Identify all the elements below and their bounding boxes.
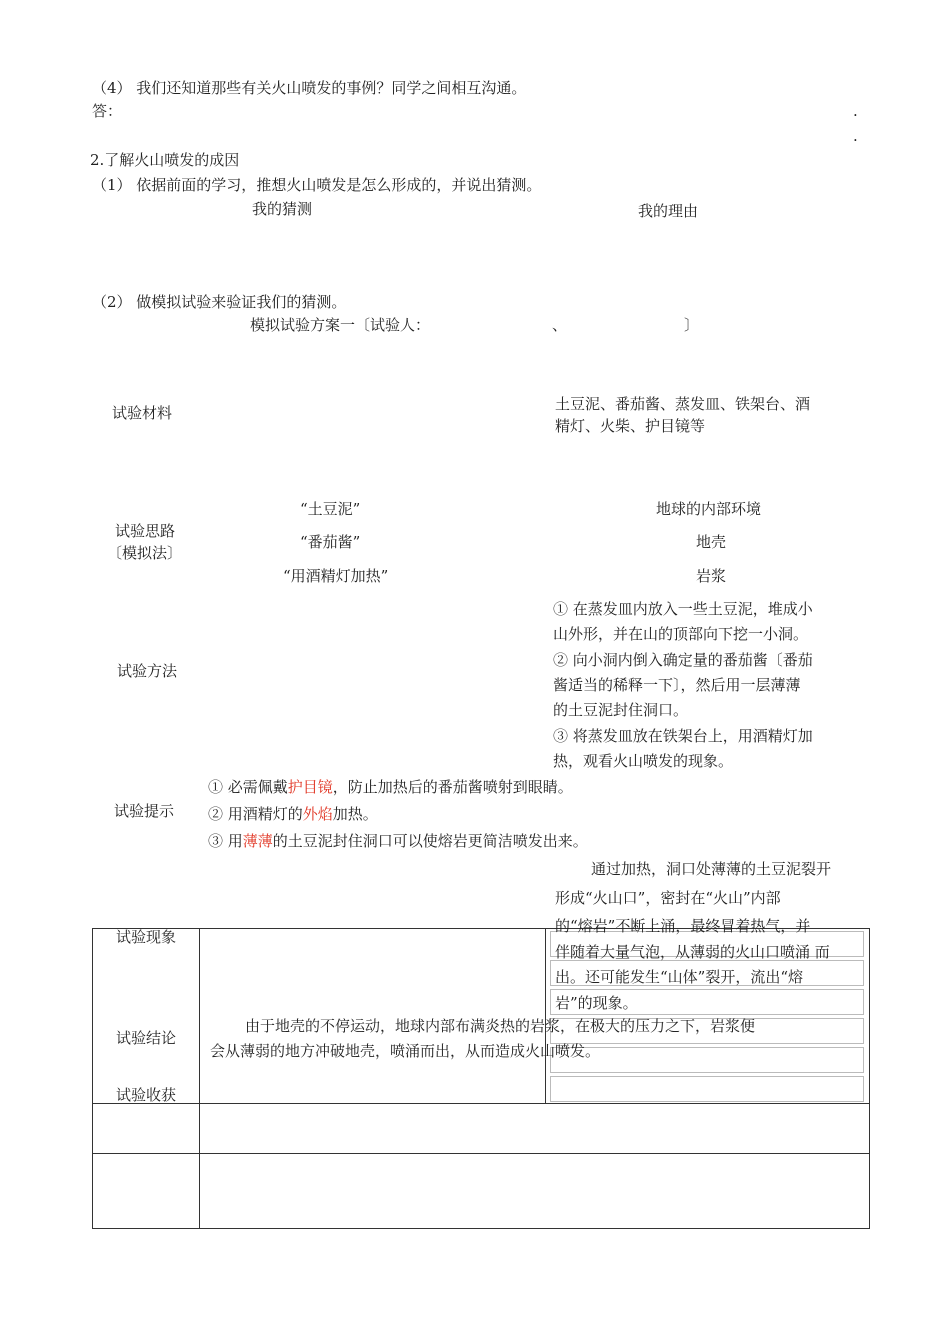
separator: 、: [552, 316, 568, 334]
method-line: 热，观看火山喷发的现象。: [553, 752, 734, 770]
tip-item: [208, 804, 378, 824]
method-line: ③ 将蒸发皿放在铁架台上，用酒精灯加: [553, 727, 813, 745]
phenomenon-line: 岩”的现象。: [555, 994, 638, 1012]
question-2: （2） 做模拟试验来验证我们的猜测。: [92, 293, 347, 311]
phenomenon-label: 试验现象: [116, 928, 177, 946]
tips-label: 试验提示: [114, 802, 175, 820]
table-border: [92, 928, 93, 1229]
tip-text: ，防止加热后的番茄酱喷射到眼睛。: [332, 778, 573, 796]
method-label: 试验方法: [117, 662, 178, 680]
answer-box[interactable]: [550, 1076, 864, 1102]
reason-label: 我的理由: [638, 202, 699, 220]
phenomenon-line: 伴随着大量气泡，从薄弱的火山口喷涌 而: [555, 943, 830, 961]
dot: .: [853, 102, 858, 120]
tip-text: 加热。: [332, 805, 378, 823]
method-line: 山外形，并在山的顶部向下挖一小洞。: [553, 625, 809, 643]
bracket: 〕: [684, 316, 700, 334]
tip-text: ① 必需佩戴: [208, 778, 288, 796]
tip-highlight: 外焰: [302, 805, 333, 823]
tip-highlight: 薄薄: [242, 832, 273, 850]
harvest-label: 试验收获: [116, 1086, 177, 1104]
method-line: 酱适当的稀释一下〕，然后用一层薄薄: [553, 676, 801, 694]
tip-item: [208, 777, 573, 797]
table-border: [92, 1103, 870, 1104]
guess-label: 我的猜测: [252, 200, 313, 218]
question-4: （4） 我们还知道那些有关火山喷发的事例？同学之间相互沟通。: [92, 79, 527, 97]
tip-item: [208, 831, 588, 851]
method-line: ② 向小洞内倒入确定量的番茄酱〔番茄: [553, 651, 813, 669]
conclusion-label: 试验结论: [116, 1029, 177, 1047]
method-line: ① 在蒸发皿内放入一些土豆泥，堆成小: [553, 600, 813, 618]
phenomenon-line: 的“熔岩”不断上涌，最终冒着热气，并: [555, 917, 811, 935]
idea-left: “土豆泥”: [300, 500, 361, 518]
tip-text: ② 用酒精灯的: [208, 805, 303, 823]
idea-right: 岩浆: [696, 567, 727, 585]
idea-right: 地壳: [696, 533, 727, 551]
idea-label: 〔模拟法〕: [107, 544, 183, 562]
answer-label: 答：: [92, 102, 123, 120]
table-border: [92, 1228, 870, 1229]
tip-text: 的土豆泥封住洞口可以使熔岩更简洁喷发出来。: [272, 832, 588, 850]
table-border: [199, 928, 200, 1229]
materials-label: 试验材料: [112, 404, 173, 422]
materials-line: 土豆泥、番茄酱、蒸发皿、铁架台、酒: [555, 395, 811, 413]
idea-left: “用酒精灯加热”: [283, 567, 389, 585]
tip-text: ③ 用: [208, 832, 243, 850]
phenomenon-line: 形成“火山口”，密封在“火山”内部: [555, 889, 781, 907]
idea-right: 地球的内部环境: [656, 500, 762, 518]
phenomenon-line: 出。还可能发生“山体”裂开，流出“熔: [555, 968, 804, 986]
conclusion-line: 由于地壳的不停运动，地球内部布满炎热的岩浆，在极大的压力之下，岩浆便: [245, 1017, 756, 1035]
conclusion-line: 会从薄弱的地方冲破地壳，喷涌而出，从而造成火山喷发。: [210, 1042, 601, 1060]
materials-line: 精灯、火柴、护目镜等: [555, 417, 706, 435]
plan-title: 模拟试验方案一〔试验人：: [250, 316, 431, 334]
phenomenon-line: 通过加热，洞口处薄薄的土豆泥裂开: [591, 860, 832, 878]
idea-left: “番茄酱”: [300, 533, 361, 551]
dot: .: [853, 127, 858, 145]
tip-highlight: 护目镜: [287, 778, 333, 796]
table-border: [869, 928, 870, 1229]
section-title: 2.了解火山喷发的成因: [90, 151, 240, 169]
method-line: 的土豆泥封住洞口。: [553, 701, 689, 719]
table-border: [92, 1153, 870, 1154]
idea-label: 试验思路: [115, 522, 176, 540]
question-1: （1） 依据前面的学习，推想火山喷发是怎么形成的，并说出猜测。: [92, 176, 542, 194]
